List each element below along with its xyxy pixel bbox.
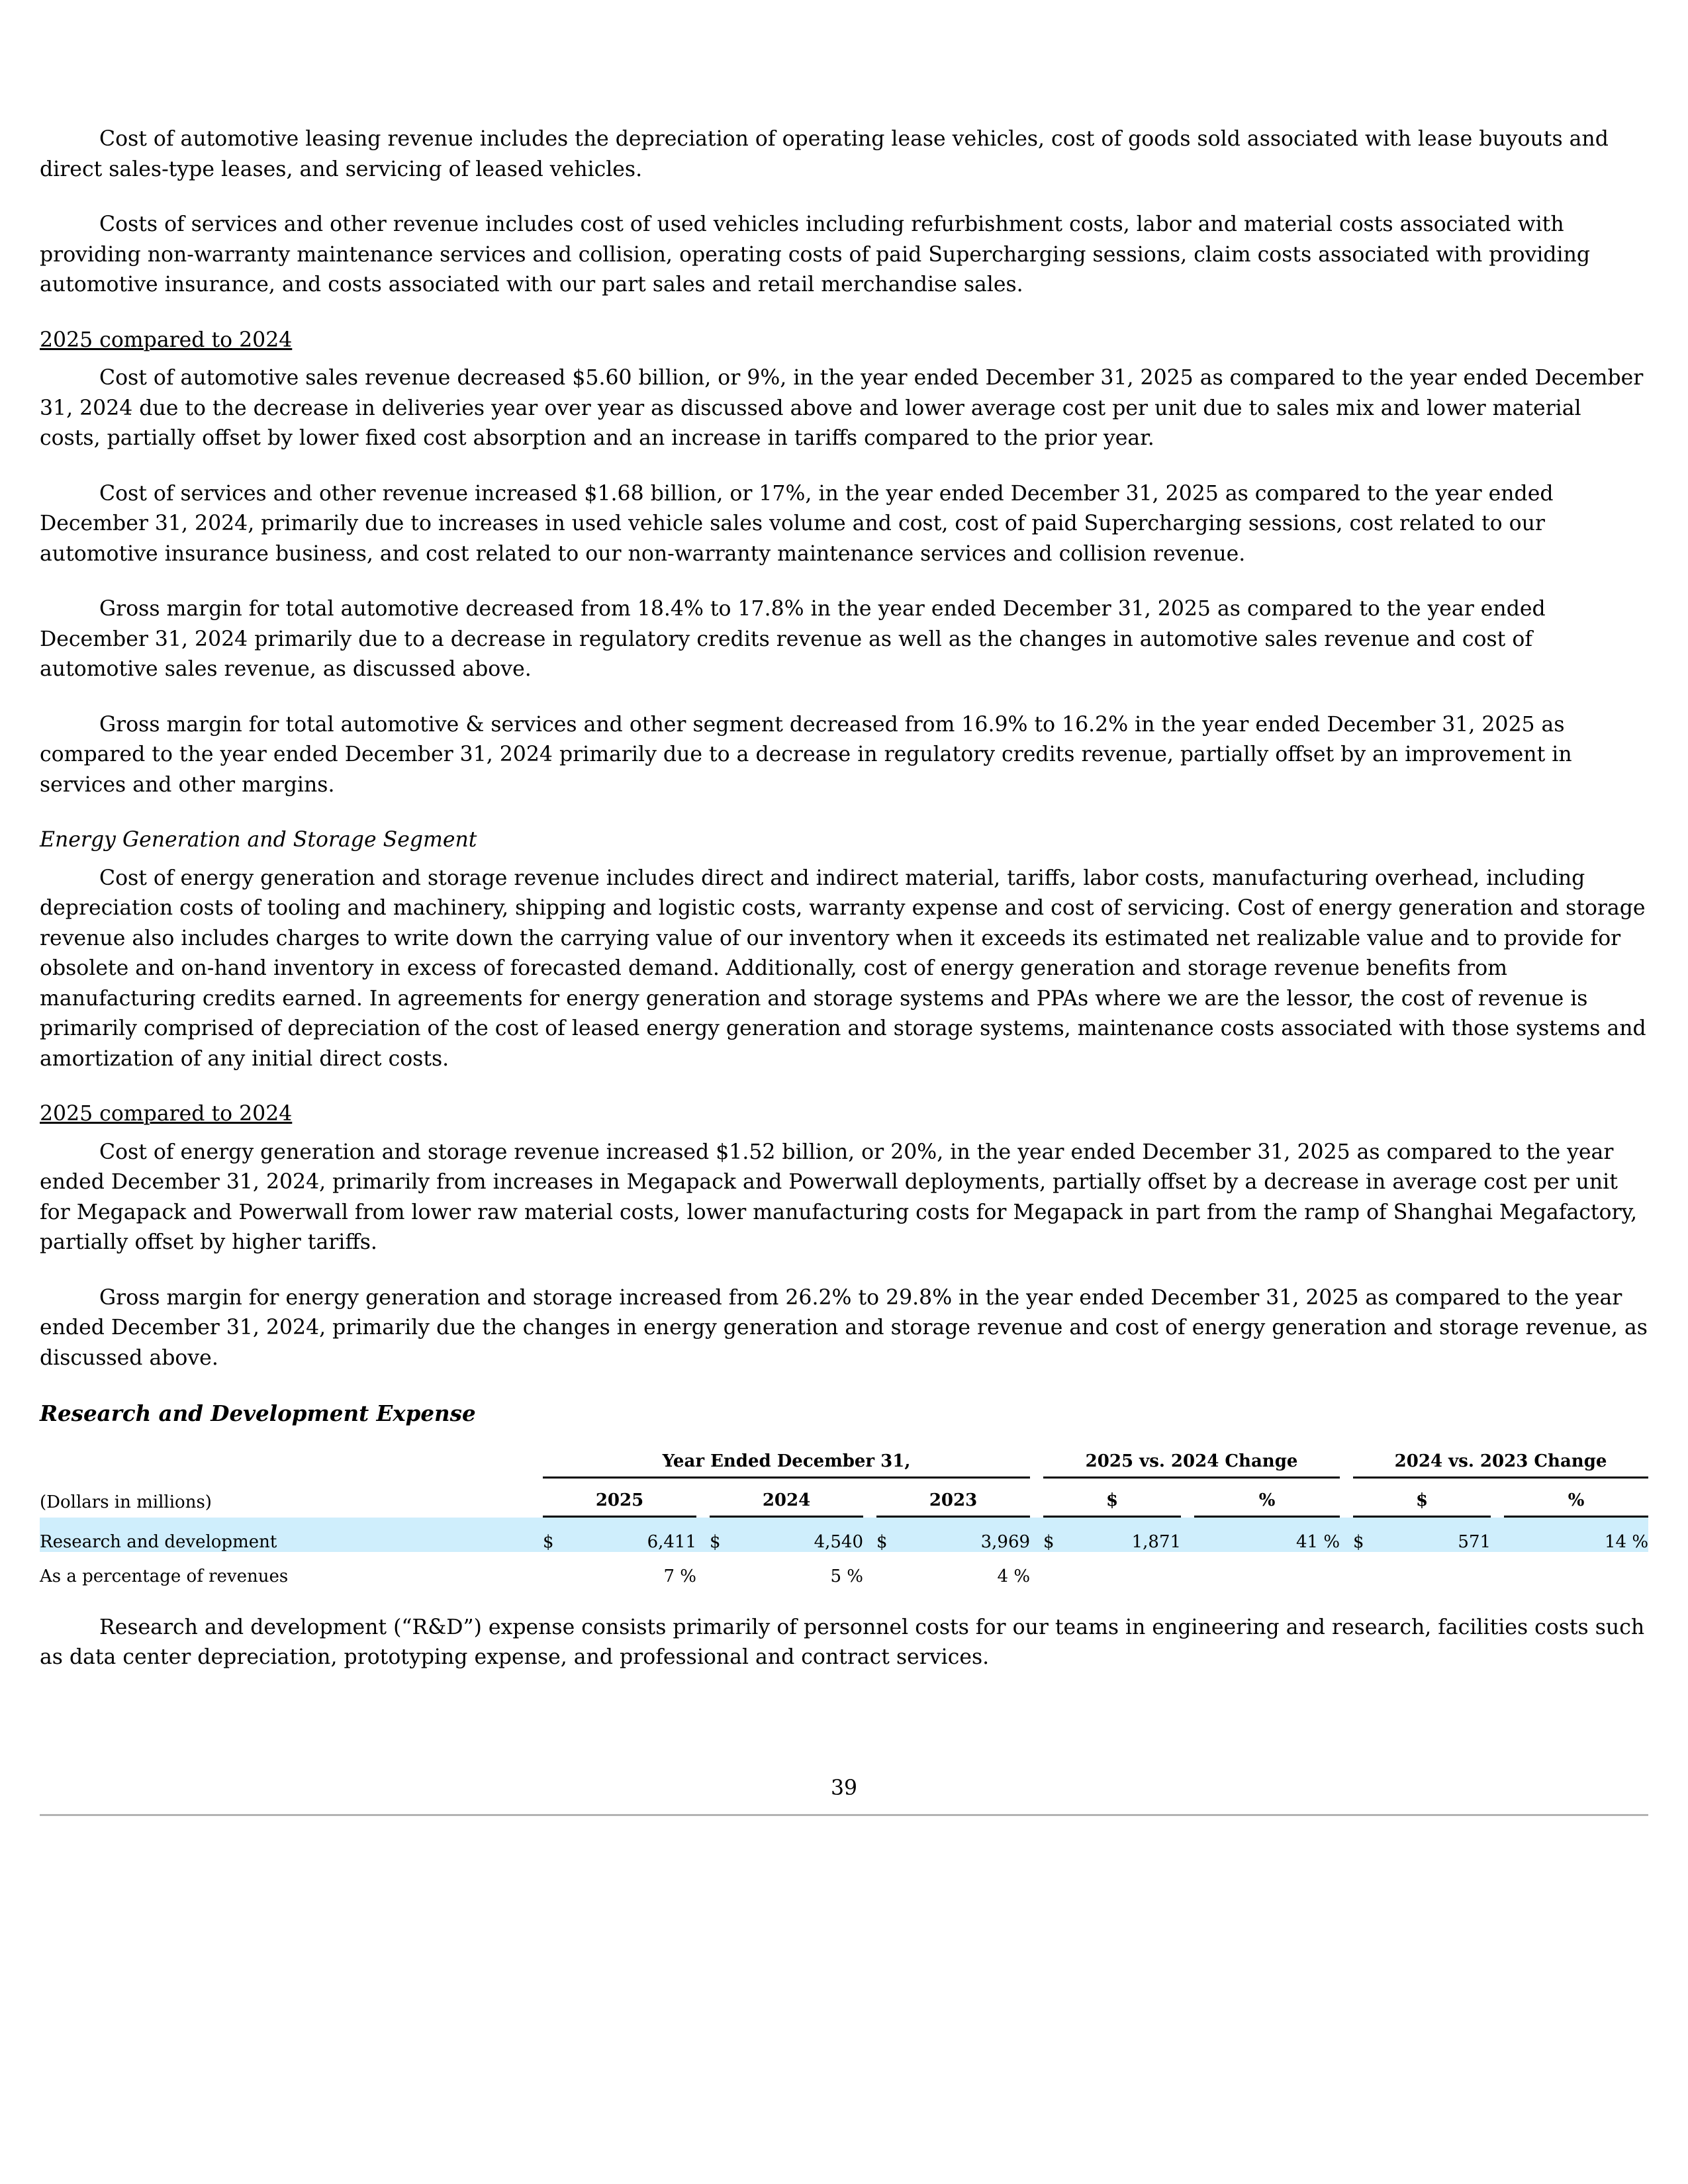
subheading-2025-vs-2024-energy: 2025 compared to 2024 xyxy=(40,1102,293,1126)
footer-divider xyxy=(40,1814,1648,1816)
change1-dollar: 1,871 xyxy=(1083,1518,1181,1552)
subheading-2025-vs-2024: 2025 compared to 2024 xyxy=(40,328,293,352)
value-2023: 3,969 xyxy=(916,1518,1030,1552)
year-ended-group-header: Year Ended December 31, xyxy=(543,1451,1030,1479)
pct-2025: 7 % xyxy=(663,1566,696,1586)
value-2024: 4,540 xyxy=(749,1518,863,1552)
paragraph-leasing-cost: Cost of automotive leasing revenue includes the depreciation of operating lease vehicles, cost of goods sold associated with lease buyouts and direct sales-type leases, and servicing of leased vehicles. xyxy=(40,127,1609,181)
paragraph-automotive-gross-margin: Gross margin for total automotive decreased from 18.4% to 17.8% in the year ended December 31, 2025 as compared to the year ended December 31, 2024 primarily due to a decrease in regulatory credits revenue as well as the changes in automotive sales revenue and cost of automotive sales revenue, as discussed above. xyxy=(40,597,1546,681)
currency-2023: $ xyxy=(876,1518,916,1552)
change2-dollar: 571 xyxy=(1393,1518,1491,1552)
paragraph-energy-gross-margin: Gross margin for energy generation and storage increased from 26.2% to 29.8% in the year ended December 31, 2025 as compared to the year ended December 31, 2024, primarily due the changes in energy generation and storage revenue and cost of energy generation and storage revenue, as discussed above. xyxy=(40,1285,1648,1370)
col-change1-pct: % xyxy=(1194,1479,1340,1518)
rd-heading: Research and Development Expense xyxy=(40,1400,476,1426)
paragraph-automotive-sales-cost: Cost of automotive sales revenue decreased $5.60 billion, or 9%, in the year ended December 31, 2025 as compared to the year ended December 31, 2024 due to the decrease in deliveries year over year as discussed above and lower average cost per unit due to sales mix and lower material costs, partially offset by lower fixed cost absorption and an increase in tariffs compared to the prior year. xyxy=(40,366,1644,450)
paragraph-segment-gross-margin: Gross margin for total automotive & services and other segment decreased from 16.9% to 16.2% in the year ended December 31, 2025 as compared to the year ended December 31, 2024 primarily due to a decrease in regulatory credits revenue, partially offset by an improvement in services and other margins. xyxy=(40,712,1572,797)
currency-2024: $ xyxy=(710,1518,749,1552)
change-2024-2023-header: 2024 vs. 2023 Change xyxy=(1353,1451,1648,1479)
row-label-rd: Research and development xyxy=(40,1518,543,1552)
change2-pct: 14 % xyxy=(1504,1518,1648,1552)
pct-2024: 5 % xyxy=(830,1566,863,1586)
col-2025: 2025 xyxy=(543,1479,696,1518)
col-change2-dollar: $ xyxy=(1353,1479,1491,1518)
energy-segment-heading: Energy Generation and Storage Segment xyxy=(40,828,477,852)
col-change2-pct: % xyxy=(1504,1479,1648,1518)
col-2023: 2023 xyxy=(876,1479,1030,1518)
change1-pct: 41 % xyxy=(1194,1518,1340,1552)
units-label: (Dollars in millions) xyxy=(40,1492,212,1512)
row-label-percent-revenue: As a percentage of revenues xyxy=(40,1566,289,1586)
table-row-rd xyxy=(40,1518,1648,1552)
paragraph-rd-expense: Research and development (“R&D”) expense consists primarily of personnel costs for our teams in engineering and research, facilities costs such as data center depreciation, prototyping expense, and professional and contract services. xyxy=(40,1615,1645,1669)
value-2025: 6,411 xyxy=(583,1518,696,1552)
page-number: 39 xyxy=(830,1776,858,1800)
col-2024: 2024 xyxy=(710,1479,863,1518)
currency-change2: $ xyxy=(1353,1518,1393,1552)
rd-table xyxy=(40,1451,1648,1586)
document-page xyxy=(40,124,1648,1698)
paragraph-services-cost: Costs of services and other revenue includes cost of used vehicles including refurbishment costs, labor and material costs associated with providing non-warranty maintenance services and collision, operating costs of paid Supercharging sessions, claim costs associated with providing automotive insurance, and costs associated with our part sales and retail merchandise sales. xyxy=(40,212,1591,296)
paragraph-services-cost-change: Cost of services and other revenue increased $1.68 billion, or 17%, in the year ended December 31, 2025 as compared to the year ended December 31, 2024, primarily due to increases in used vehicle sales volume and cost, cost of paid Supercharging sessions, cost related to our automotive insurance business, and cost related to our non-warranty maintenance services and collision revenue. xyxy=(40,481,1554,566)
currency-2025: $ xyxy=(543,1518,583,1552)
table-row-percent-revenue xyxy=(40,1552,1648,1586)
paragraph-energy-cost: Cost of energy generation and storage revenue includes direct and indirect material, tariffs, labor costs, manufacturing overhead, including depreciation costs of tooling and machinery, shipping and logistic costs, warranty expense and cost of servicing. Cost of energy generation and storage revenue also includes charges to write down the carrying value of our inventory when it exceeds its estimated net realizable value and to provide for obsolete and on-hand inventory in excess of forecasted demand. Additionally, cost of energy generation and storage revenue benefits from manufacturing credits earned. In agreements for energy generation and storage systems and PPAs where we are the lessor, the cost of revenue is primarily comprised of depreciation of the cost of leased energy generation and storage systems, maintenance costs associated with those systems and amortization of any initial direct costs. xyxy=(40,866,1646,1071)
change-2025-2024-header: 2025 vs. 2024 Change xyxy=(1043,1451,1340,1479)
currency-change1: $ xyxy=(1043,1518,1083,1552)
col-change1-dollar: $ xyxy=(1043,1479,1181,1518)
paragraph-energy-cost-change: Cost of energy generation and storage revenue increased $1.52 billion, or 20%, in the year ended December 31, 2025 as compared to the year ended December 31, 2024, primarily from increases in Megapack and Powerwall deployments, partially offset by a decrease in average cost per unit for Megapack and Powerwall from lower raw material costs, lower manufacturing costs for Megapack in part from the ramp of Shanghai Megafactory, partially offset by higher tariffs. xyxy=(40,1140,1638,1254)
pct-2023: 4 % xyxy=(997,1566,1031,1586)
